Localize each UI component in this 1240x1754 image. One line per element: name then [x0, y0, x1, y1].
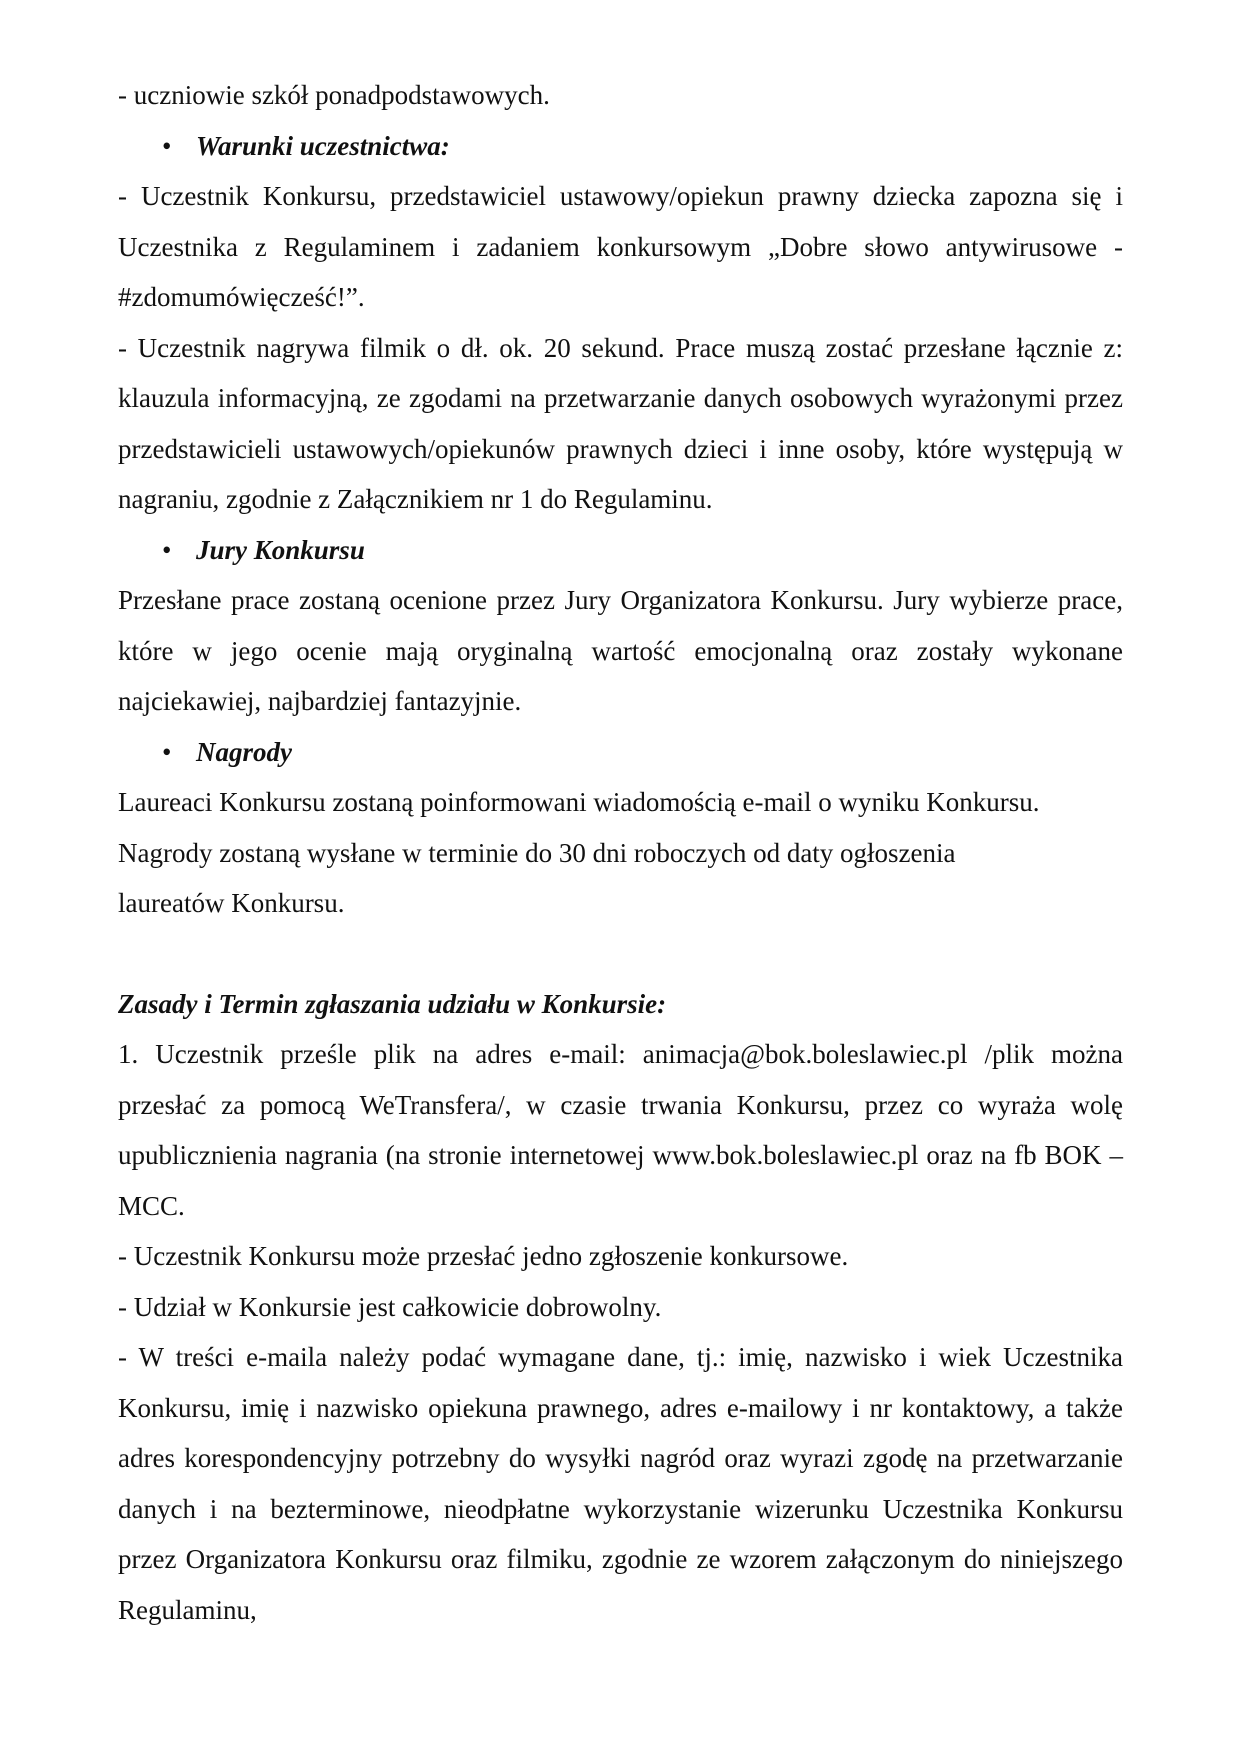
document-page [118, 70, 1123, 1635]
bullet-icon: • [162, 736, 172, 767]
paragraph-nagrody-line-1: Laureaci Konkursu zostaną poinformowani wiadomością e-mail o wyniku Konkursu. [118, 787, 1040, 817]
paragraph-zasady-1: 1. Uczestnik prześle plik na adres e-mail: animacja@bok.boleslawiec.pl /plik można przesłać za pomocą WeTransfera/, w czasie trwania Konkursu, przez co wyraża wolę upublicznienia nagrania (na stronie internetowej www.bok.boleslawiec.pl oraz na fb BOK – MCC. [118, 1039, 1123, 1221]
section-heading-jury [118, 525, 1123, 576]
paragraph-zasady-3: - Udział w Konkursie jest całkowicie dobrowolny. [118, 1291, 662, 1322]
paragraph-nagrody-line-3: laureatów Konkursu. [118, 888, 345, 918]
paragraph-zasady-2: - Uczestnik Konkursu może przesłać jedno zgłoszenie konkursowe. [118, 1241, 849, 1271]
spacer [118, 929, 1123, 979]
section-title: Nagrody [196, 736, 292, 767]
paragraph-warunki-2: - Uczestnik nagrywa filmik o dł. ok. 20 sekund. Prace muszą zostać przesłane łącznie z: klauzula informacyjną, ze zgodami na przetwarzanie danych osobowych wyrażonymi przez przedstawicieli ustawowych/opiekunów prawnych dzieci i inne osoby, które występują w nagraniu, zgodnie z Załącznikiem nr 1 do Regulaminu. [118, 332, 1123, 514]
section-heading-nagrody [118, 727, 1123, 778]
section-title: Jury Konkursu [196, 534, 365, 565]
paragraph-jury-1: Przesłane prace zostaną ocenione przez Jury Organizatora Konkursu. Jury wybierze prace, które w jego ocenie mają oryginalną wartość emocjonalną oraz zostały wykonane najciekawiej, najbardziej fantazyjnie. [118, 585, 1123, 716]
bullet-icon: • [162, 534, 172, 565]
intro-line: - uczniowie szkół ponadpodstawowych. [118, 80, 550, 110]
paragraph-warunki-1: - Uczestnik Konkursu, przedstawiciel ustawowy/opiekun prawny dziecka zapozna się i Uczestnika z Regulaminem i zadaniem konkursowym „Dobre słowo antywirusowe - #zdomumówięcześć!”. [118, 181, 1123, 312]
bullet-icon: • [162, 130, 172, 161]
section-title: Warunki uczestnictwa: [196, 130, 450, 161]
paragraph-nagrody-line-2: Nagrody zostaną wysłane w terminie do 30 dni roboczych od daty ogłoszenia [118, 837, 956, 868]
section-heading-zasady: Zasady i Termin zgłaszania udziału w Konkursie: [118, 988, 667, 1019]
section-heading-warunki [118, 121, 1123, 172]
paragraph-zasady-4: - W treści e-maila należy podać wymagane dane, tj.: imię, nazwisko i wiek Uczestnika Konkursu, imię i nazwisko opiekuna prawnego, adres e-mailowy i nr kontaktowy, a także adres korespondencyjny potrzebny do wysyłki nagród oraz wyrazi zgodę na przetwarzanie danych i na bezterminowe, nieodpłatne wykorzystanie wizerunku Uczestnika Konkursu przez Organizatora Konkursu oraz filmiku, zgodnie ze wzorem załączonym do niniejszego Regulaminu, [118, 1342, 1123, 1625]
